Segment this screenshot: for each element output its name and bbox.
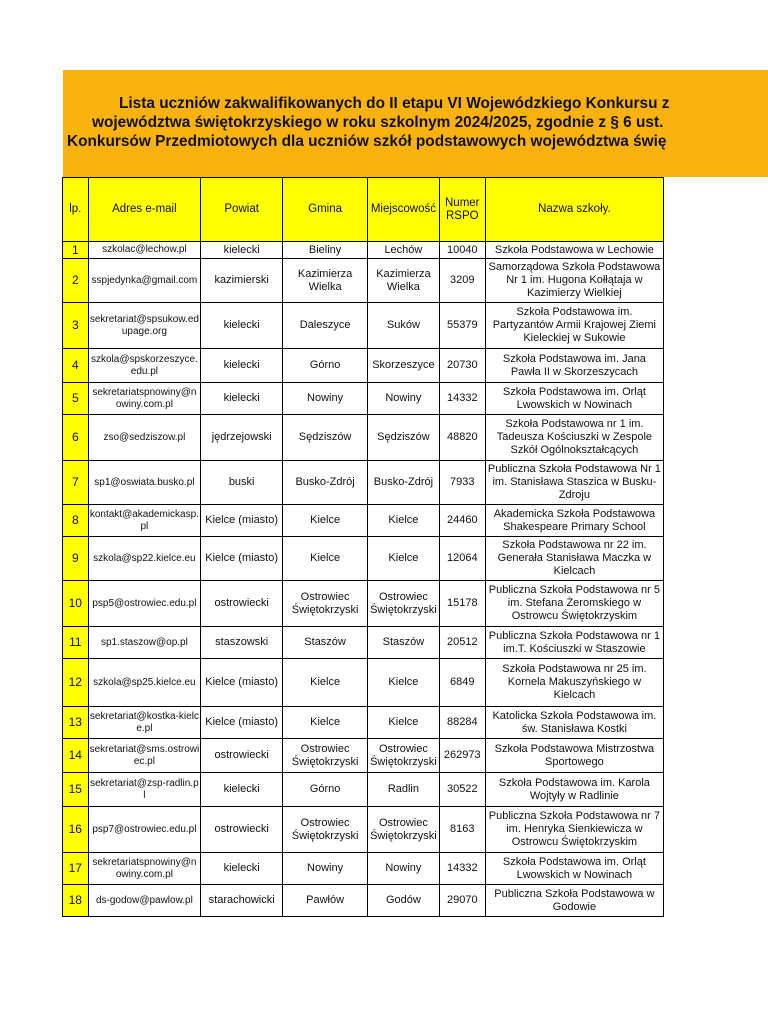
cell-email[interactable]: psp5@ostrowiec.edu.pl [88,581,201,627]
cell-email[interactable]: sekretariat@spsukow.edupage.org [88,303,201,349]
cell-gmina: Nowiny [283,383,368,415]
cell-email[interactable]: sekretariatspnowiny@nowiny.com.pl [88,853,201,885]
cell-email[interactable]: sspjedynka@gmail.com [88,259,201,303]
cell-rspo: 48820 [439,415,485,461]
cell-powiat: Kielce (miasto) [201,537,283,581]
table-row [63,242,664,259]
table-row [63,807,664,853]
cell-miejscowosc: Sędziszów [368,415,440,461]
cell-rspo: 15178 [439,581,485,627]
table-header [63,178,664,242]
cell-szkola: Akademicka Szkoła Podstawowa Shakespeare Primary School [485,505,663,537]
cell-miejscowosc: Kazimierza Wielka [368,259,440,303]
cell-lp: 13 [63,707,89,739]
cell-email[interactable]: sp1@oswiata.busko.pl [88,461,201,505]
cell-lp: 17 [63,853,89,885]
cell-powiat: kielecki [201,349,283,383]
cell-miejscowosc: Kielce [368,505,440,537]
cell-rspo: 6849 [439,659,485,707]
cell-miejscowosc: Radlin [368,773,440,807]
cell-szkola: Publiczna Szkoła Podstawowa nr 7 im. Henryka Sienkiewicza w Ostrowcu Świętokrzyskim [485,807,663,853]
cell-lp: 10 [63,581,89,627]
cell-gmina: Bieliny [283,242,368,259]
cell-gmina: Kazimierza Wielka [283,259,368,303]
cell-lp: 7 [63,461,89,505]
students-table [62,177,664,917]
cell-email[interactable]: szkola@sp22.kielce.eu [88,537,201,581]
cell-powiat: kielecki [201,242,283,259]
table-row [63,303,664,349]
cell-rspo: 55379 [439,303,485,349]
cell-gmina: Kielce [283,659,368,707]
cell-lp: 3 [63,303,89,349]
cell-szkola: Publiczna Szkoła Podstawowa w Godowie [485,885,663,917]
table-row [63,773,664,807]
cell-email[interactable]: szkola@spskorzeszyce.edu.pl [88,349,201,383]
cell-powiat: starachowicki [201,885,283,917]
cell-rspo: 3209 [439,259,485,303]
cell-miejscowosc: Staszów [368,627,440,659]
cell-szkola: Szkoła Podstawowa nr 25 im. Kornela Makuszyńskiego w Kielcach [485,659,663,707]
cell-rspo: 8163 [439,807,485,853]
cell-gmina: Ostrowiec Świętokrzyski [283,581,368,627]
cell-powiat: kielecki [201,773,283,807]
cell-rspo: 12064 [439,537,485,581]
cell-miejscowosc: Godów [368,885,440,917]
cell-gmina: Ostrowiec Świętokrzyski [283,807,368,853]
cell-lp: 1 [63,242,89,259]
cell-lp: 2 [63,259,89,303]
cell-powiat: kazimierski [201,259,283,303]
title-line-1: Lista uczniów zakwalifikowanych do II etapu VI Wojewódzkiego Konkursu z [119,95,670,112]
table-row [63,349,664,383]
cell-gmina: Kielce [283,707,368,739]
cell-rspo: 14332 [439,383,485,415]
cell-szkola: Szkoła Podstawowa im. Karola Wojtyły w Radlinie [485,773,663,807]
cell-miejscowosc: Kielce [368,537,440,581]
table-row [63,383,664,415]
cell-szkola: Publiczna Szkoła Podstawowa nr 5 im. Stefana Żeromskiego w Ostrowcu Świętokrzyskim [485,581,663,627]
cell-lp: 6 [63,415,89,461]
cell-lp: 11 [63,627,89,659]
cell-email[interactable]: szkola@sp25.kielce.eu [88,659,201,707]
table-body [63,242,664,917]
cell-szkola: Publiczna Szkoła Podstawowa nr 1 im.T. Kościuszki w Staszowie [485,627,663,659]
cell-miejscowosc: Nowiny [368,383,440,415]
cell-miejscowosc: Ostrowiec Świętokrzyski [368,807,440,853]
cell-lp: 15 [63,773,89,807]
cell-miejscowosc: Kielce [368,659,440,707]
cell-rspo: 24460 [439,505,485,537]
table-row [63,885,664,917]
table-row [63,581,664,627]
cell-miejscowosc: Ostrowiec Świętokrzyski [368,739,440,773]
cell-powiat: kielecki [201,383,283,415]
header-gmina: Gmina [283,178,368,242]
table-row [63,537,664,581]
cell-szkola: Szkoła Podstawowa im. Orląt Lwowskich w Nowinach [485,383,663,415]
header-rspo: Numer RSPO [439,178,485,242]
table-row [63,707,664,739]
table-row [63,627,664,659]
cell-gmina: Staszów [283,627,368,659]
cell-rspo: 88284 [439,707,485,739]
cell-gmina: Górno [283,349,368,383]
cell-szkola: Szkoła Podstawowa nr 1 im. Tadeusza Kościuszki w Zespole Szkół Ogólnokształcących [485,415,663,461]
table-row [63,415,664,461]
cell-miejscowosc: Kielce [368,707,440,739]
cell-email[interactable]: sekretariatspnowiny@nowiny.com.pl [88,383,201,415]
cell-email[interactable]: psp7@ostrowiec.edu.pl [88,807,201,853]
cell-szkola: Szkoła Podstawowa im. Partyzantów Armii Krajowej Ziemi Kieleckiej w Sukowie [485,303,663,349]
cell-powiat: ostrowiecki [201,581,283,627]
cell-lp: 18 [63,885,89,917]
cell-email[interactable]: sekretariat@zsp-radlin.pl [88,773,201,807]
cell-miejscowosc: Nowiny [368,853,440,885]
cell-rspo: 29070 [439,885,485,917]
cell-lp: 14 [63,739,89,773]
cell-email[interactable]: sp1.staszow@op.pl [88,627,201,659]
cell-szkola: Katolicka Szkoła Podstawowa im. św. Stanisława Kostki [485,707,663,739]
cell-miejscowosc: Lechów [368,242,440,259]
table-row [63,853,664,885]
cell-lp: 4 [63,349,89,383]
header-powiat: Powiat [201,178,283,242]
cell-powiat: jędrzejowski [201,415,283,461]
cell-rspo: 30522 [439,773,485,807]
cell-rspo: 262973 [439,739,485,773]
cell-lp: 8 [63,505,89,537]
cell-email[interactable]: ds-godow@pawlow.pl [88,885,201,917]
cell-lp: 9 [63,537,89,581]
cell-szkola: Szkoła Podstawowa w Lechowie [485,242,663,259]
cell-powiat: ostrowiecki [201,739,283,773]
cell-gmina: Busko-Zdrój [283,461,368,505]
header-szkola: Nazwa szkoły. [485,178,663,242]
cell-rspo: 20730 [439,349,485,383]
cell-email[interactable]: szkolac@lechow.pl [88,242,201,259]
title-line-2: województwa świętokrzyskiego w roku szkolnym 2024/2025, zgodnie z § 6 ust. [92,114,664,131]
title-line-3: Konkursów Przedmiotowych dla uczniów szkół podstawowych województwa świę [67,133,667,150]
cell-powiat: kielecki [201,303,283,349]
cell-szkola: Szkoła Podstawowa im. Jana Pawła II w Skorzeszycach [485,349,663,383]
table-row [63,739,664,773]
cell-gmina: Kielce [283,505,368,537]
cell-rspo: 7933 [439,461,485,505]
cell-szkola: Publiczna Szkoła Podstawowa Nr 1 im. Stanisława Staszica w Busku-Zdroju [485,461,663,505]
cell-email[interactable]: sekretariat@sms.ostrowiec.pl [88,739,201,773]
cell-powiat: ostrowiecki [201,807,283,853]
table-row [63,461,664,505]
cell-rspo: 14332 [439,853,485,885]
cell-email[interactable]: zso@sedziszow.pl [88,415,201,461]
cell-miejscowosc: Suków [368,303,440,349]
table-row [63,659,664,707]
cell-powiat: Kielce (miasto) [201,707,283,739]
cell-szkola: Szkoła Podstawowa nr 22 im. Generała Stanisława Maczka w Kielcach [485,537,663,581]
cell-email[interactable]: sekretariat@kostka-kielce.pl [88,707,201,739]
table-row [63,505,664,537]
cell-lp: 16 [63,807,89,853]
cell-gmina: Sędziszów [283,415,368,461]
table-row [63,259,664,303]
cell-gmina: Nowiny [283,853,368,885]
header-email: Adres e-mail [88,178,201,242]
header-lp: lp. [63,178,89,242]
cell-lp: 5 [63,383,89,415]
cell-powiat: Kielce (miasto) [201,505,283,537]
cell-gmina: Kielce [283,537,368,581]
cell-szkola: Szkoła Podstawowa im. Orląt Lwowskich w Nowinach [485,853,663,885]
cell-email[interactable]: kontakt@akademickasp.pl [88,505,201,537]
cell-miejscowosc: Busko-Zdrój [368,461,440,505]
title-banner [63,70,768,177]
cell-rspo: 10040 [439,242,485,259]
cell-powiat: buski [201,461,283,505]
cell-szkola: Szkoła Podstawowa Mistrzostwa Sportowego [485,739,663,773]
cell-powiat: Kielce (miasto) [201,659,283,707]
cell-rspo: 20512 [439,627,485,659]
cell-miejscowosc: Ostrowiec Świętokrzyski [368,581,440,627]
header-miejscowosc: Miejscowość [368,178,440,242]
cell-powiat: staszowski [201,627,283,659]
cell-szkola: Samorządowa Szkoła Podstawowa Nr 1 im. Hugona Kołłątaja w Kazimierzy Wielkiej [485,259,663,303]
cell-gmina: Pawłów [283,885,368,917]
cell-gmina: Górno [283,773,368,807]
cell-gmina: Daleszyce [283,303,368,349]
cell-miejscowosc: Skorzeszyce [368,349,440,383]
cell-powiat: kielecki [201,853,283,885]
cell-gmina: Ostrowiec Świętokrzyski [283,739,368,773]
cell-lp: 12 [63,659,89,707]
